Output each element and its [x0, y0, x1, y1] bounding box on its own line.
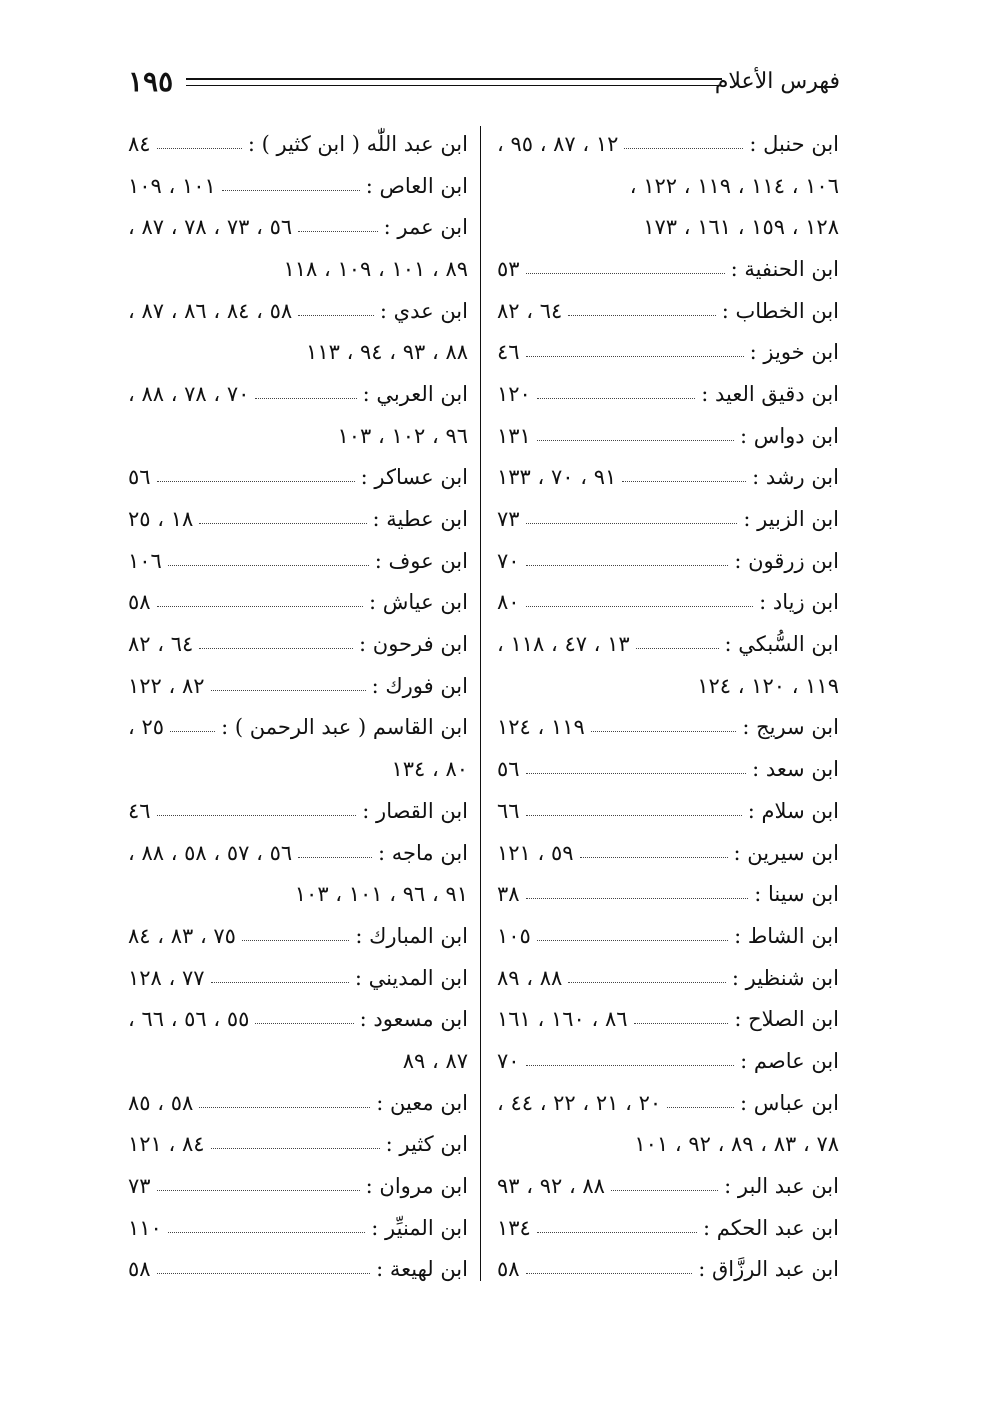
page-references: ٧٥ ، ٨٣ ، ٨٤	[128, 923, 236, 948]
index-entry	[497, 290, 839, 332]
index-entry-continuation	[497, 206, 839, 248]
page-references: ١١٩ ، ١٢٠ ، ١٢٤	[697, 673, 839, 698]
entry-name: ابن عاصم :	[740, 1048, 839, 1073]
entry-name: ابن دقيق العيد :	[701, 381, 839, 406]
index-entry	[497, 331, 839, 373]
entry-name: ابن زرقون :	[734, 548, 839, 573]
entry-name: ابن الحنفية :	[730, 256, 839, 281]
page-references: ٨٨ ، ٨٩	[497, 965, 563, 990]
page-references: ٧٠ ، ٧٨ ، ٨٨ ،	[128, 381, 250, 406]
entry-name: ابن دواس :	[739, 423, 839, 448]
entry-name: ابن معين :	[376, 1090, 468, 1115]
leader-dots	[242, 939, 349, 941]
leader-dots	[526, 355, 744, 357]
leader-dots	[634, 1022, 729, 1024]
index-entry	[128, 915, 468, 957]
leader-dots	[298, 856, 372, 858]
index-entry	[497, 623, 839, 665]
index-entry	[128, 123, 468, 165]
page-references: ٥٨ ، ٨٤ ، ٨٦ ، ٨٧ ،	[128, 298, 293, 323]
index-entry	[128, 623, 468, 665]
entry-name: ابن عبد الرزَّاق :	[698, 1257, 839, 1282]
index-entry	[128, 1249, 468, 1291]
entry-name: ابن عطية :	[372, 507, 468, 532]
index-entry	[497, 915, 839, 957]
index-entry	[497, 1207, 839, 1249]
leader-dots	[199, 1106, 370, 1108]
entry-name: ابن عبد البر :	[724, 1174, 839, 1199]
entry-name: ابن سينا :	[754, 882, 839, 907]
page-references: ٥٦	[497, 757, 520, 782]
index-entry-continuation	[128, 1040, 468, 1082]
page-references: ١٢ ، ٨٧ ، ٩٥ ،	[497, 131, 619, 156]
index-entry	[128, 1165, 468, 1207]
leader-dots	[624, 147, 743, 149]
page-references: ١٠٥	[497, 923, 531, 948]
index-entry	[497, 457, 839, 499]
page-references: ٨٨ ، ٩٣ ، ٩٤ ، ١١٣	[306, 340, 468, 365]
index-entry	[128, 206, 468, 248]
page-references: ٥٨ ، ٨٥	[128, 1090, 194, 1115]
index-entry	[497, 498, 839, 540]
leader-dots	[537, 939, 728, 941]
page-references: ٤٦	[497, 340, 520, 365]
page-references: ١٢٨ ، ١٥٩ ، ١٦١ ، ١٧٣	[643, 215, 839, 240]
leader-dots	[591, 730, 736, 732]
index-entry	[128, 707, 468, 749]
page-references: ٨٢ ، ١٢٢	[128, 673, 205, 698]
leader-dots	[168, 1231, 365, 1233]
entry-name: ابن الشاط :	[734, 923, 839, 948]
page-header	[128, 62, 840, 102]
entry-name: ابن عساكر :	[360, 465, 468, 490]
leader-dots	[168, 564, 369, 566]
page-references: ١٠٦	[128, 548, 162, 573]
page-references: ١٨ ، ٢٥	[128, 507, 194, 532]
page-references: ٥٩ ، ١٢١	[497, 840, 574, 865]
page-references: ٧٣	[497, 507, 520, 532]
entry-name: ابن عدي :	[379, 298, 468, 323]
page-number: ١٩٥	[128, 65, 174, 98]
index-entry	[497, 415, 839, 457]
page-references: ٨٤ ، ١٢١	[128, 1132, 205, 1157]
leader-dots	[211, 1147, 380, 1149]
entry-name: ابن عياش :	[369, 590, 468, 615]
index-column-right	[497, 123, 839, 1290]
column-divider	[480, 126, 481, 1281]
entry-name: ابن سريج :	[742, 715, 839, 740]
index-entry	[128, 165, 468, 207]
entry-name: ابن ماجه :	[378, 840, 468, 865]
page-references: ٥٨	[497, 1257, 520, 1282]
entry-name: ابن المنيِّر :	[371, 1215, 468, 1240]
entry-name: ابن المبارك :	[355, 923, 468, 948]
leader-dots	[537, 439, 734, 441]
entry-name: ابن عمر :	[383, 215, 468, 240]
entry-name: ابن مسعود :	[359, 1007, 468, 1032]
entry-name: ابن الصلاح :	[734, 1007, 839, 1032]
index-entry	[497, 248, 839, 290]
page-references: ١١٠	[128, 1215, 162, 1240]
index-entry	[497, 957, 839, 999]
entry-name: ابن كثير :	[385, 1132, 468, 1157]
entry-name: ابن عبد الحكم :	[702, 1215, 839, 1240]
index-entry	[128, 832, 468, 874]
leader-dots	[568, 314, 715, 316]
page-references: ١٢٠	[497, 381, 531, 406]
index-entry	[497, 748, 839, 790]
index-entry	[497, 373, 839, 415]
entry-name: ابن المديني :	[354, 965, 468, 990]
leader-dots	[580, 856, 728, 858]
entry-name: ابن عبد اللّٰه ( ابن كثير ) :	[247, 131, 468, 156]
leader-dots	[255, 1022, 353, 1024]
header-rule	[186, 78, 722, 86]
page-references: ٥٣	[497, 256, 520, 281]
page-references: ١١٩ ، ١٢٤	[497, 715, 585, 740]
page-references: ١٣ ، ٤٧ ، ١١٨ ،	[497, 632, 630, 657]
index-entry-continuation	[128, 331, 468, 373]
entry-name: ابن العربي :	[362, 381, 468, 406]
leader-dots	[222, 189, 360, 191]
index-entry	[128, 998, 468, 1040]
entry-name: ابن السُّبكي :	[724, 632, 839, 657]
index-entry	[497, 832, 839, 874]
index-entry	[497, 1249, 839, 1291]
leader-dots	[667, 1106, 734, 1108]
page-references: ١٣١	[497, 423, 531, 448]
leader-dots	[526, 814, 742, 816]
index-entry	[497, 123, 839, 165]
page-references: ٦٦	[497, 798, 520, 823]
leader-dots	[526, 564, 729, 566]
index-entry	[497, 707, 839, 749]
leader-dots	[255, 397, 356, 399]
leader-dots	[157, 147, 242, 149]
entry-name: ابن الخطاب :	[721, 298, 839, 323]
index-entry	[128, 1082, 468, 1124]
index-column-left	[128, 123, 468, 1290]
entry-name: ابن الزبير :	[743, 507, 839, 532]
index-entry	[497, 1040, 839, 1082]
page-references: ٥٦ ، ٥٧ ، ٥٨ ، ٨٨ ،	[128, 840, 293, 865]
entry-name: ابن القصار :	[362, 798, 468, 823]
index-entry	[128, 540, 468, 582]
page-references: ٩٦ ، ١٠٢ ، ١٠٣	[337, 423, 468, 448]
index-entry-continuation	[497, 1124, 839, 1166]
page-references: ٣٨	[497, 882, 520, 907]
leader-dots	[537, 1231, 697, 1233]
index-entry	[128, 1124, 468, 1166]
leader-dots	[157, 605, 363, 607]
page-references: ٥٨	[128, 590, 151, 615]
index-entry-continuation	[128, 415, 468, 457]
index-entry-continuation	[497, 665, 839, 707]
index-entry	[497, 1082, 839, 1124]
entry-name: ابن مروان :	[365, 1174, 468, 1199]
entry-name: ابن زياد :	[759, 590, 839, 615]
page-references: ٥٦	[128, 465, 151, 490]
entry-name: ابن عباس :	[740, 1090, 839, 1115]
entry-name: ابن فرحون :	[359, 632, 468, 657]
index-entry-continuation	[497, 165, 839, 207]
index-entry	[497, 873, 839, 915]
page-references: ٥٥ ، ٥٦ ، ٦٦ ،	[128, 1007, 250, 1032]
page-references: ١٠١ ، ١٠٩	[128, 173, 216, 198]
index-entry	[128, 957, 468, 999]
leader-dots	[298, 230, 378, 232]
index-entry	[128, 457, 468, 499]
leader-dots	[526, 605, 754, 607]
running-title: فهرس الأعلام	[714, 69, 840, 94]
entry-name: ابن سعد :	[752, 757, 839, 782]
leader-dots	[526, 897, 749, 899]
index-entry	[128, 1207, 468, 1249]
index-entry-continuation	[128, 748, 468, 790]
leader-dots	[611, 1189, 718, 1191]
page-references: ٢٠ ، ٢١ ، ٢٢ ، ٤٤ ،	[497, 1090, 662, 1115]
index-entry	[497, 582, 839, 624]
index-entry	[497, 1165, 839, 1207]
leader-dots	[537, 397, 695, 399]
index-entry	[128, 290, 468, 332]
index-entry	[128, 498, 468, 540]
page-references: ٨٩ ، ١٠١ ، ١٠٩ ، ١١٨	[283, 256, 468, 281]
leader-dots	[298, 314, 374, 316]
leader-dots	[622, 480, 746, 482]
page-references: ١٣٤	[497, 1215, 531, 1240]
leader-dots	[568, 981, 726, 983]
index-entry-continuation	[128, 248, 468, 290]
index-entry	[497, 540, 839, 582]
entry-name: ابن حنبل :	[749, 131, 839, 156]
entry-name: ابن خويز :	[749, 340, 839, 365]
leader-dots	[211, 689, 366, 691]
page-references: ٦٤ ، ٨٢	[128, 632, 194, 657]
page-references: ٨٨ ، ٩٢ ، ٩٣	[497, 1174, 605, 1199]
index-entry-continuation	[128, 873, 468, 915]
entry-name: ابن رشد :	[752, 465, 839, 490]
entry-name: ابن العاص :	[365, 173, 468, 198]
leader-dots	[157, 1272, 371, 1274]
entry-name: ابن سيرين :	[733, 840, 839, 865]
page-references: ٥٨	[128, 1257, 151, 1282]
entry-name: ابن عوف :	[374, 548, 468, 573]
leader-dots	[199, 647, 353, 649]
page-references: ٩١ ، ٩٦ ، ١٠١ ، ١٠٣	[294, 882, 468, 907]
page-references: ٧٣	[128, 1174, 151, 1199]
page-references: ١٠٦ ، ١١٤ ، ١١٩ ، ١٢٢ ،	[629, 173, 839, 198]
index-entry	[497, 790, 839, 832]
leader-dots	[157, 480, 355, 482]
page-references: ٨٧ ، ٨٩	[402, 1048, 468, 1073]
entry-name: ابن سلام :	[747, 798, 839, 823]
index-entry	[128, 665, 468, 707]
page-references: ٢٥ ،	[128, 715, 165, 740]
leader-dots	[526, 522, 738, 524]
index-entry	[128, 790, 468, 832]
index-entry	[497, 998, 839, 1040]
leader-dots	[526, 772, 747, 774]
entry-name: ابن فورك :	[371, 673, 468, 698]
page-references: ٧٠	[497, 548, 520, 573]
leader-dots	[170, 730, 215, 732]
entry-name: ابن لهيعة :	[376, 1257, 468, 1282]
page-references: ٧٠	[497, 1048, 520, 1073]
leader-dots	[199, 522, 366, 524]
page-references: ٨٤	[128, 131, 151, 156]
entry-name: ابن شنظير :	[731, 965, 839, 990]
leader-dots	[211, 981, 349, 983]
leader-dots	[636, 647, 719, 649]
page-references: ٨٠	[497, 590, 520, 615]
page-references: ٨٠ ، ١٣٤	[391, 757, 468, 782]
page-references: ٥٦ ، ٧٣ ، ٧٨ ، ٨٧ ،	[128, 215, 293, 240]
page-references: ٦٤ ، ٨٢	[497, 298, 563, 323]
leader-dots	[526, 1272, 693, 1274]
page-references: ٤٦	[128, 798, 151, 823]
page-references: ٨٦ ، ١٦٠ ، ١٦١	[497, 1007, 628, 1032]
page-references: ٧٧ ، ١٢٨	[128, 965, 205, 990]
leader-dots	[526, 1064, 735, 1066]
page-references: ٧٨ ، ٨٣ ، ٨٩ ، ٩٢ ، ١٠١	[634, 1132, 839, 1157]
entry-name: ابن القاسم ( عبد الرحمن ) :	[221, 715, 468, 740]
leader-dots	[157, 1189, 360, 1191]
page-references: ٩١ ، ٧٠ ، ١٣٣	[497, 465, 617, 490]
leader-dots	[157, 814, 357, 816]
index-entry	[128, 582, 468, 624]
leader-dots	[526, 272, 725, 274]
index-entry	[128, 373, 468, 415]
